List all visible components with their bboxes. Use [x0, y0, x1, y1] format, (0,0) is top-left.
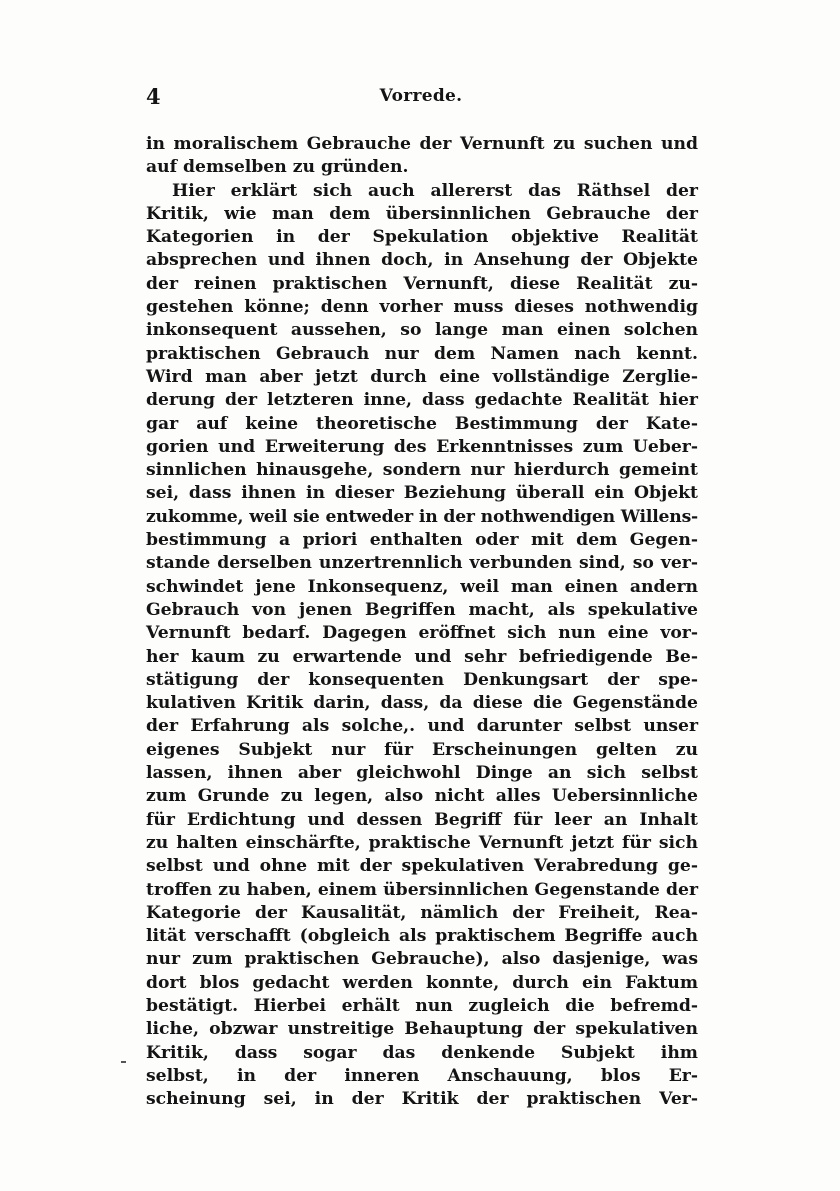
text-line: Hier erklärt sich auch allererst das Räthsel der — [172, 180, 698, 201]
text-line: zum Grunde zu legen, also nicht alles Uebersinnliche — [146, 786, 698, 807]
text-line: in moralischem Gebrauche der Vernunft zu suchen und — [146, 134, 698, 154]
text-line: bestimmung a priori enthalten oder mit dem Gegen- — [146, 530, 698, 551]
text-line: gar auf keine theoretische Bestimmung der Kate- — [146, 413, 698, 434]
text-line: her kaum zu erwartende und sehr befriedigende Be- — [146, 646, 698, 667]
text-line: absprechen und ihnen doch, in Ansehung der Objekte — [146, 250, 698, 271]
text-line: selbst, in der inneren Anschauung, blos Er- — [146, 1065, 698, 1086]
text-line: nur zum praktischen Gebrauche), also dasjenige, was — [146, 949, 698, 970]
text-line: selbst und ohne mit der spekulativen Verabredung ge- — [146, 856, 698, 877]
text-line: gorien und Erweiterung des Erkenntnisses zum Ueber- — [146, 436, 698, 457]
text-line: Kategorien in der Spekulation objektive Realität — [146, 227, 698, 248]
text-line: schwindet jene Inkonsequenz, weil man einen andern — [146, 576, 698, 597]
text-line: sei, dass ihnen in dieser Beziehung überall ein Objekt — [146, 483, 698, 504]
text-line: praktischen Gebrauch nur dem Namen nach kennt. — [146, 343, 698, 364]
text-line: bestätigt. Hierbei erhält nun zugleich die befremd- — [146, 995, 698, 1016]
page-number: 4 — [146, 84, 161, 109]
text-line: der Erfahrung als solche,. und darunter selbst unser — [146, 716, 698, 737]
text-line: Kategorie der Kausalität, nämlich der Freiheit, Rea- — [146, 902, 698, 923]
text-line: Kritik, wie man dem übersinnlichen Gebrauche der — [146, 203, 698, 224]
text-line: auf demselben zu gründen. — [146, 157, 409, 178]
text-line: für Erdichtung und dessen Begriff für leer an Inhalt — [146, 809, 698, 830]
text-line: dort blos gedacht werden konnte, durch ein Faktum — [146, 972, 698, 993]
text-line: kulativen Kritik darin, dass, da diese die Gegenstände — [146, 693, 698, 714]
text-line: scheinung sei, in der Kritik der praktischen Ver- — [146, 1089, 698, 1110]
text-line: sinnlichen hinausgehe, sondern nur hierdurch gemeint — [146, 460, 698, 481]
text-line: der reinen praktischen Vernunft, diese Realität zu- — [146, 273, 698, 294]
text-line: lität verschafft (obgleich als praktischem Begriffe auch — [146, 926, 698, 947]
text-line: zu halten einschärfte, praktische Vernunft jetzt für sich — [146, 832, 698, 853]
running-head: Vorrede. — [379, 86, 463, 106]
text-line: inkonsequent aussehen, so lange man einen solchen — [146, 320, 698, 341]
text-line: gestehen könne; denn vorher muss dieses nothwendig — [146, 297, 698, 318]
text-line: troffen zu haben, einem übersinnlichen Gegenstande der — [146, 879, 698, 900]
page-header — [146, 84, 696, 114]
text-line: derung der letzteren inne, dass gedachte Realität hier — [146, 390, 698, 411]
margin-mark — [121, 1061, 126, 1063]
text-line: stande derselben unzertrennlich verbunden sind, so ver- — [146, 553, 698, 574]
text-line: Gebrauch von jenen Begriffen macht, als spekulative — [146, 599, 698, 620]
text-line: Vernunft bedarf. Dagegen eröffnet sich nun eine vor- — [146, 623, 698, 644]
text-line: Wird man aber jetzt durch eine vollständige Zerglie- — [146, 366, 698, 387]
text-line: stätigung der konsequenten Denkungsart der spe- — [146, 669, 698, 690]
text-line: lassen, ihnen aber gleichwohl Dinge an sich selbst — [146, 763, 698, 784]
text-line: zukomme, weil sie entweder in der nothwendigen Willens- — [146, 506, 698, 527]
text-line: eigenes Subjekt nur für Erscheinungen gelten zu — [146, 739, 698, 760]
text-line: liche, obzwar unstreitige Behauptung der spekulativen — [146, 1019, 698, 1040]
body-text — [146, 133, 698, 1111]
text-line: Kritik, dass sogar das denkende Subjekt ihm — [146, 1042, 698, 1063]
